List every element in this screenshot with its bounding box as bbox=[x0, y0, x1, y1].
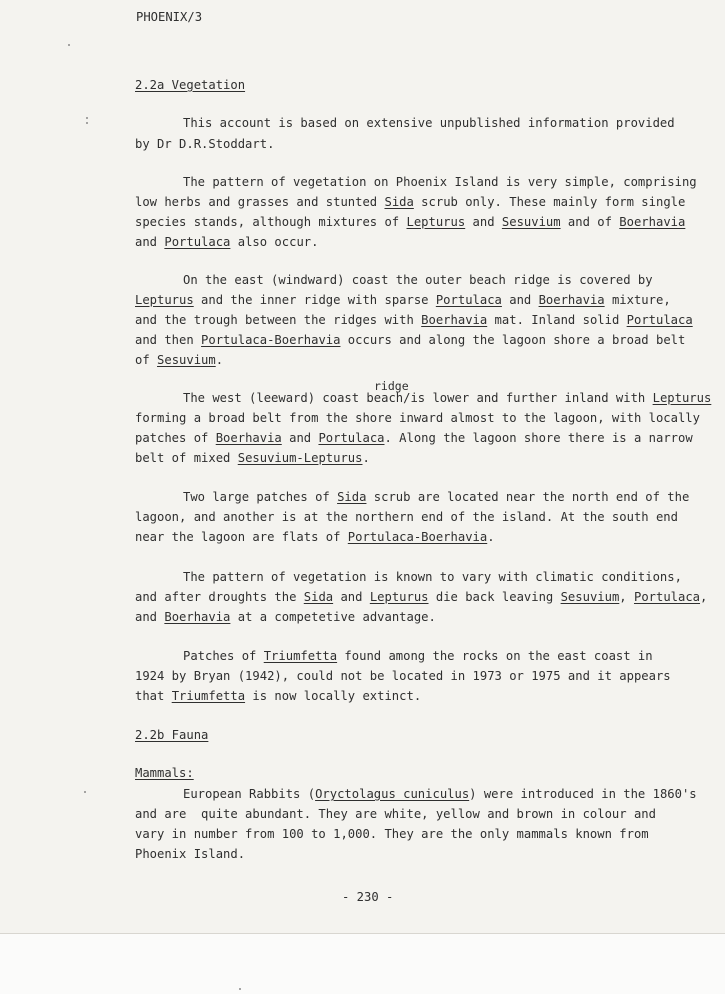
text-segment: patches of bbox=[135, 431, 216, 445]
underlined-term: Portulaca bbox=[164, 235, 231, 249]
scan-speck bbox=[84, 791, 86, 793]
text-line bbox=[135, 828, 649, 840]
page-number: - 230 - bbox=[342, 890, 394, 904]
text-segment: found among the rocks on the east coast in bbox=[337, 649, 653, 663]
underlined-term: Lepturus bbox=[369, 590, 429, 604]
text-line bbox=[135, 848, 245, 860]
text-segment: at a competetive advantage. bbox=[230, 610, 436, 624]
underlined-term: Boerhavia bbox=[164, 610, 231, 624]
text-segment: scrub are located near the north end of the bbox=[366, 490, 690, 504]
text-segment: and the inner ridge with sparse bbox=[193, 293, 436, 307]
text-segment: and bbox=[465, 215, 502, 229]
text-segment: On the east (windward) coast the outer beach ridge is covered by bbox=[183, 273, 653, 287]
text-line bbox=[135, 294, 671, 306]
underlined-term: Portulaca bbox=[633, 590, 701, 604]
text-segment: and bbox=[135, 610, 165, 624]
text-segment: ) were introduced in the 1860's bbox=[469, 787, 697, 801]
text-segment: belt of mixed bbox=[135, 451, 238, 465]
underlined-term: Lepturus bbox=[652, 391, 712, 405]
text-line bbox=[135, 216, 685, 228]
text-segment: and bbox=[281, 431, 319, 445]
text-line bbox=[183, 788, 697, 800]
text-line bbox=[135, 690, 421, 702]
text-segment: of bbox=[135, 353, 158, 367]
text-segment: species stands, although mixtures of bbox=[135, 215, 407, 229]
text-line bbox=[183, 176, 697, 188]
underlined-term: Oryctolagus cuniculus bbox=[315, 787, 470, 801]
text-line bbox=[135, 196, 685, 208]
section-heading-fauna: 2.2b Fauna bbox=[135, 728, 209, 742]
text-line bbox=[135, 808, 656, 820]
underlined-term: Sida bbox=[337, 490, 367, 504]
text-segment: that bbox=[135, 689, 172, 703]
text-line bbox=[183, 491, 689, 503]
text-line bbox=[135, 452, 370, 464]
text-segment: and after droughts the bbox=[135, 590, 304, 604]
underlined-term: Lepturus bbox=[135, 293, 194, 307]
scan-speck bbox=[68, 44, 70, 46]
text-line bbox=[183, 117, 675, 129]
text-segment: European Rabbits ( bbox=[183, 787, 316, 801]
text-segment: low herbs and grasses and stunted bbox=[135, 195, 385, 209]
text-line bbox=[183, 392, 711, 404]
page-bottom-edge bbox=[0, 933, 725, 994]
text-segment: The pattern of vegetation is known to vary with climatic conditions, bbox=[183, 570, 682, 584]
text-segment: , bbox=[700, 590, 708, 604]
text-segment: , bbox=[619, 590, 634, 604]
underlined-term: Boerhavia bbox=[215, 431, 282, 445]
text-segment: and of bbox=[560, 215, 620, 229]
text-segment: mixture, bbox=[604, 293, 671, 307]
underlined-term: Portulaca bbox=[626, 313, 693, 327]
text-line bbox=[135, 591, 707, 603]
text-line bbox=[135, 511, 678, 523]
section-heading-vegetation: 2.2a Vegetation bbox=[135, 78, 246, 92]
text-segment: scrub only. These mainly form single bbox=[413, 195, 686, 209]
text-segment: and the trough between the ridges with bbox=[135, 313, 422, 327]
text-segment: die back leaving bbox=[428, 590, 561, 604]
text-segment: vary in number from 100 to 1,000. They are the only mammals known from bbox=[135, 827, 649, 841]
text-segment: near the lagoon are flats of bbox=[135, 530, 348, 544]
text-line bbox=[135, 412, 700, 424]
underlined-term: Lepturus bbox=[406, 215, 466, 229]
underlined-term: Triumfetta bbox=[171, 689, 246, 703]
underlined-term: Sesuvium-Lepturus bbox=[237, 451, 363, 465]
subheading-mammals: Mammals: bbox=[135, 766, 194, 780]
text-segment: Patches of bbox=[183, 649, 264, 663]
text-line bbox=[135, 236, 318, 248]
scan-speck bbox=[86, 122, 88, 124]
text-line bbox=[135, 611, 436, 623]
underlined-term: Sida bbox=[384, 195, 414, 209]
text-segment: mat. Inland solid bbox=[487, 313, 627, 327]
text-segment: The pattern of vegetation on Phoenix Island is very simple, comprising bbox=[183, 175, 697, 189]
text-segment: The west (leeward) coast beach/is lower and further inland with bbox=[183, 391, 653, 405]
underlined-term: Triumfetta bbox=[263, 649, 338, 663]
underlined-term: Boerhavia bbox=[538, 293, 605, 307]
scan-speck bbox=[86, 117, 88, 119]
handwritten-insert-ridge: ridge bbox=[374, 379, 409, 393]
text-segment: forming a broad belt from the shore inward almost to the lagoon, with locally bbox=[135, 411, 700, 425]
text-segment: . bbox=[362, 451, 370, 465]
text-line bbox=[183, 571, 682, 583]
text-line bbox=[135, 314, 693, 326]
text-segment: is now locally extinct. bbox=[245, 689, 422, 703]
underlined-term: Sesuvium bbox=[157, 353, 216, 367]
text-line bbox=[135, 432, 693, 444]
underlined-term: Sesuvium bbox=[501, 215, 561, 229]
underlined-term: Sesuvium bbox=[560, 590, 620, 604]
text-segment: by Dr D.R.Stoddart. bbox=[135, 137, 275, 151]
text-segment: Phoenix Island. bbox=[135, 847, 246, 861]
page-header: PHOENIX/3 bbox=[136, 10, 203, 24]
text-segment: and bbox=[501, 293, 539, 307]
text-segment: and bbox=[135, 235, 165, 249]
text-segment: lagoon, and another is at the northern end of the island. At the south end bbox=[135, 510, 678, 524]
text-segment: 1924 by Bryan (1942), could not be located in 1973 or 1975 and it appears bbox=[135, 669, 671, 683]
underlined-term: Portulaca bbox=[435, 293, 502, 307]
underlined-term: Boerhavia bbox=[619, 215, 686, 229]
text-segment: and bbox=[333, 590, 370, 604]
underlined-term: Portulaca-Boerhavia bbox=[201, 333, 341, 347]
text-line bbox=[135, 531, 495, 543]
text-line bbox=[135, 138, 274, 150]
underlined-term: Boerhavia bbox=[421, 313, 488, 327]
text-line bbox=[135, 670, 671, 682]
scan-speck bbox=[239, 988, 241, 990]
underlined-term: Sida bbox=[303, 590, 334, 604]
underlined-term: Portulaca bbox=[318, 431, 385, 445]
text-line bbox=[183, 274, 653, 286]
text-segment: occurs and along the lagoon shore a broad belt bbox=[340, 333, 686, 347]
text-segment: . Along the lagoon shore there is a narrow bbox=[384, 431, 693, 445]
text-segment: . bbox=[487, 530, 495, 544]
text-segment: and are quite abundant. They are white, yellow and brown in colour and bbox=[135, 807, 656, 821]
text-line bbox=[183, 650, 653, 662]
text-segment: This account is based on extensive unpublished information provided bbox=[183, 116, 675, 130]
text-segment: Two large patches of bbox=[183, 490, 338, 504]
text-line bbox=[135, 354, 223, 366]
text-segment: also occur. bbox=[230, 235, 319, 249]
text-segment: and then bbox=[135, 333, 202, 347]
text-line bbox=[135, 334, 685, 346]
underlined-term: Portulaca-Boerhavia bbox=[347, 530, 488, 544]
text-segment: . bbox=[215, 353, 224, 367]
